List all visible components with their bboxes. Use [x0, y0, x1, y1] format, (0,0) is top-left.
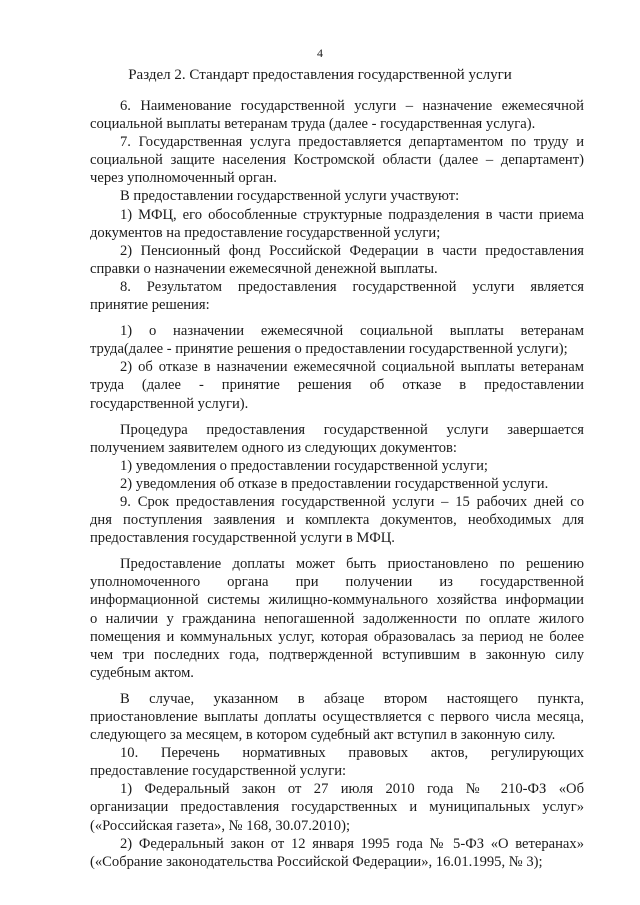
text-line: принятие решения: [90, 297, 210, 314]
text-line: информационной системы жилищно-коммунального хозяйства информации [90, 592, 584, 609]
text-line: справки о назначении ежемесячной денежной выплаты. [90, 260, 438, 277]
text-line: организации предоставления государственных и муниципальных услуг» [90, 799, 584, 816]
text-line: государственной услуги). [90, 395, 249, 412]
paragraph [90, 97, 584, 133]
document-body [90, 97, 584, 871]
paragraph [90, 278, 584, 314]
text-line: через уполномоченный орган. [90, 170, 277, 187]
text-line: 7. Государственная услуга предоставляется департаментом по труду и [120, 134, 584, 151]
section-heading: Раздел 2. Стандарт предоставления государственной услуги [128, 67, 512, 83]
text-line: 2) Пенсионный фонд Российской Федерации в части предоставления [120, 242, 584, 259]
text-line: Процедура предоставления государственной услуги завершается [120, 421, 584, 438]
paragraph [90, 475, 584, 493]
text-line: уполномоченного органа при получении из государственной [90, 574, 584, 591]
paragraph [90, 744, 584, 780]
text-line: В предоставлении государственной услуги участвуют: [120, 188, 460, 205]
paragraph [90, 322, 584, 358]
text-line: приостановление выплаты доплаты осуществляется с первого числа месяца, [90, 709, 584, 725]
text-line: 1) МФЦ, его обособленные структурные подразделения в части приема [120, 206, 584, 223]
text-line: социальной выплаты ветеранам труда (далее - государственная услуга). [90, 116, 536, 133]
text-line: 6. Наименование государственной услуги – назначение ежемесячной [120, 98, 584, 114]
text-line: 9. Срок предоставления государственной услуги – 15 рабочих дней со [120, 493, 584, 510]
text-line: дня поступления заявления и комплекта документов, необходимых для [90, 512, 584, 529]
text-line: 10. Перечень нормативных правовых актов, регулирующих [120, 745, 584, 762]
text-line: документов на предоставление государственной услуги; [90, 224, 441, 241]
text-line: следующего за месяцем, в котором судебный акт вступил в законную силу. [90, 727, 556, 744]
text-line: В случае, указанном в абзаце втором настоящего пункта, [120, 690, 584, 707]
text-line: 2) Федеральный закон от 12 января 1995 года № 5-ФЗ «О ветеранах» [120, 835, 584, 852]
text-line: получением заявителем одного из следующих документов: [90, 439, 457, 456]
paragraph [90, 493, 584, 547]
paragraph [90, 457, 584, 475]
text-line: труда (далее - принятие решения об отказе в предоставлении [90, 377, 584, 394]
paragraph [90, 835, 584, 871]
text-line: («Собрание законодательства Российской Федерации», 16.01.1995, № 3); [90, 853, 543, 870]
text-line: 2) об отказе в назначении ежемесячной социальной выплаты ветеранам [120, 359, 584, 376]
text-line: чем три последних года, подтвержденной вступившим в законную силу [90, 646, 584, 663]
text-line: 8. Результатом предоставления государственной услуги является [120, 278, 584, 295]
text-line: о наличии у гражданина непогашенной задолженности по оплате жилого [90, 610, 584, 627]
paragraph [90, 780, 584, 834]
paragraph [90, 187, 584, 205]
text-line: 1) уведомления о предоставлении государственной услуги; [120, 457, 488, 474]
text-line: 2) уведомления об отказе в предоставлении государственной услуги. [120, 475, 549, 492]
paragraph [90, 690, 584, 744]
text-line: социальной защите населения Костромской области (далее – департамент) [90, 152, 584, 169]
text-line: предоставления государственной услуги в МФЦ. [90, 530, 395, 547]
paragraph [90, 358, 584, 412]
paragraph [90, 133, 584, 187]
paragraph [90, 206, 584, 242]
paragraph [90, 555, 584, 682]
text-line: помещения и коммунальных услуг, которая образовалась за период не более [90, 628, 584, 645]
paragraph [90, 421, 584, 457]
text-line: («Российская газета», № 168, 30.07.2010); [90, 817, 351, 834]
paragraph [90, 242, 584, 278]
page-number: 4 [317, 46, 323, 60]
text-line: 1) о назначении ежемесячной социальной выплаты ветеранам [120, 323, 584, 340]
text-line: Предоставление доплаты может быть приостановлено по решению [120, 556, 584, 573]
text-line: 1) Федеральный закон от 27 июля 2010 года № 210-ФЗ «Об [120, 781, 584, 798]
text-line: судебным актом. [90, 664, 194, 681]
text-line: предоставление государственной услуги: [90, 763, 347, 780]
text-line: труда(далее - принятие решения о предоставлении государственной услуги); [90, 341, 568, 358]
